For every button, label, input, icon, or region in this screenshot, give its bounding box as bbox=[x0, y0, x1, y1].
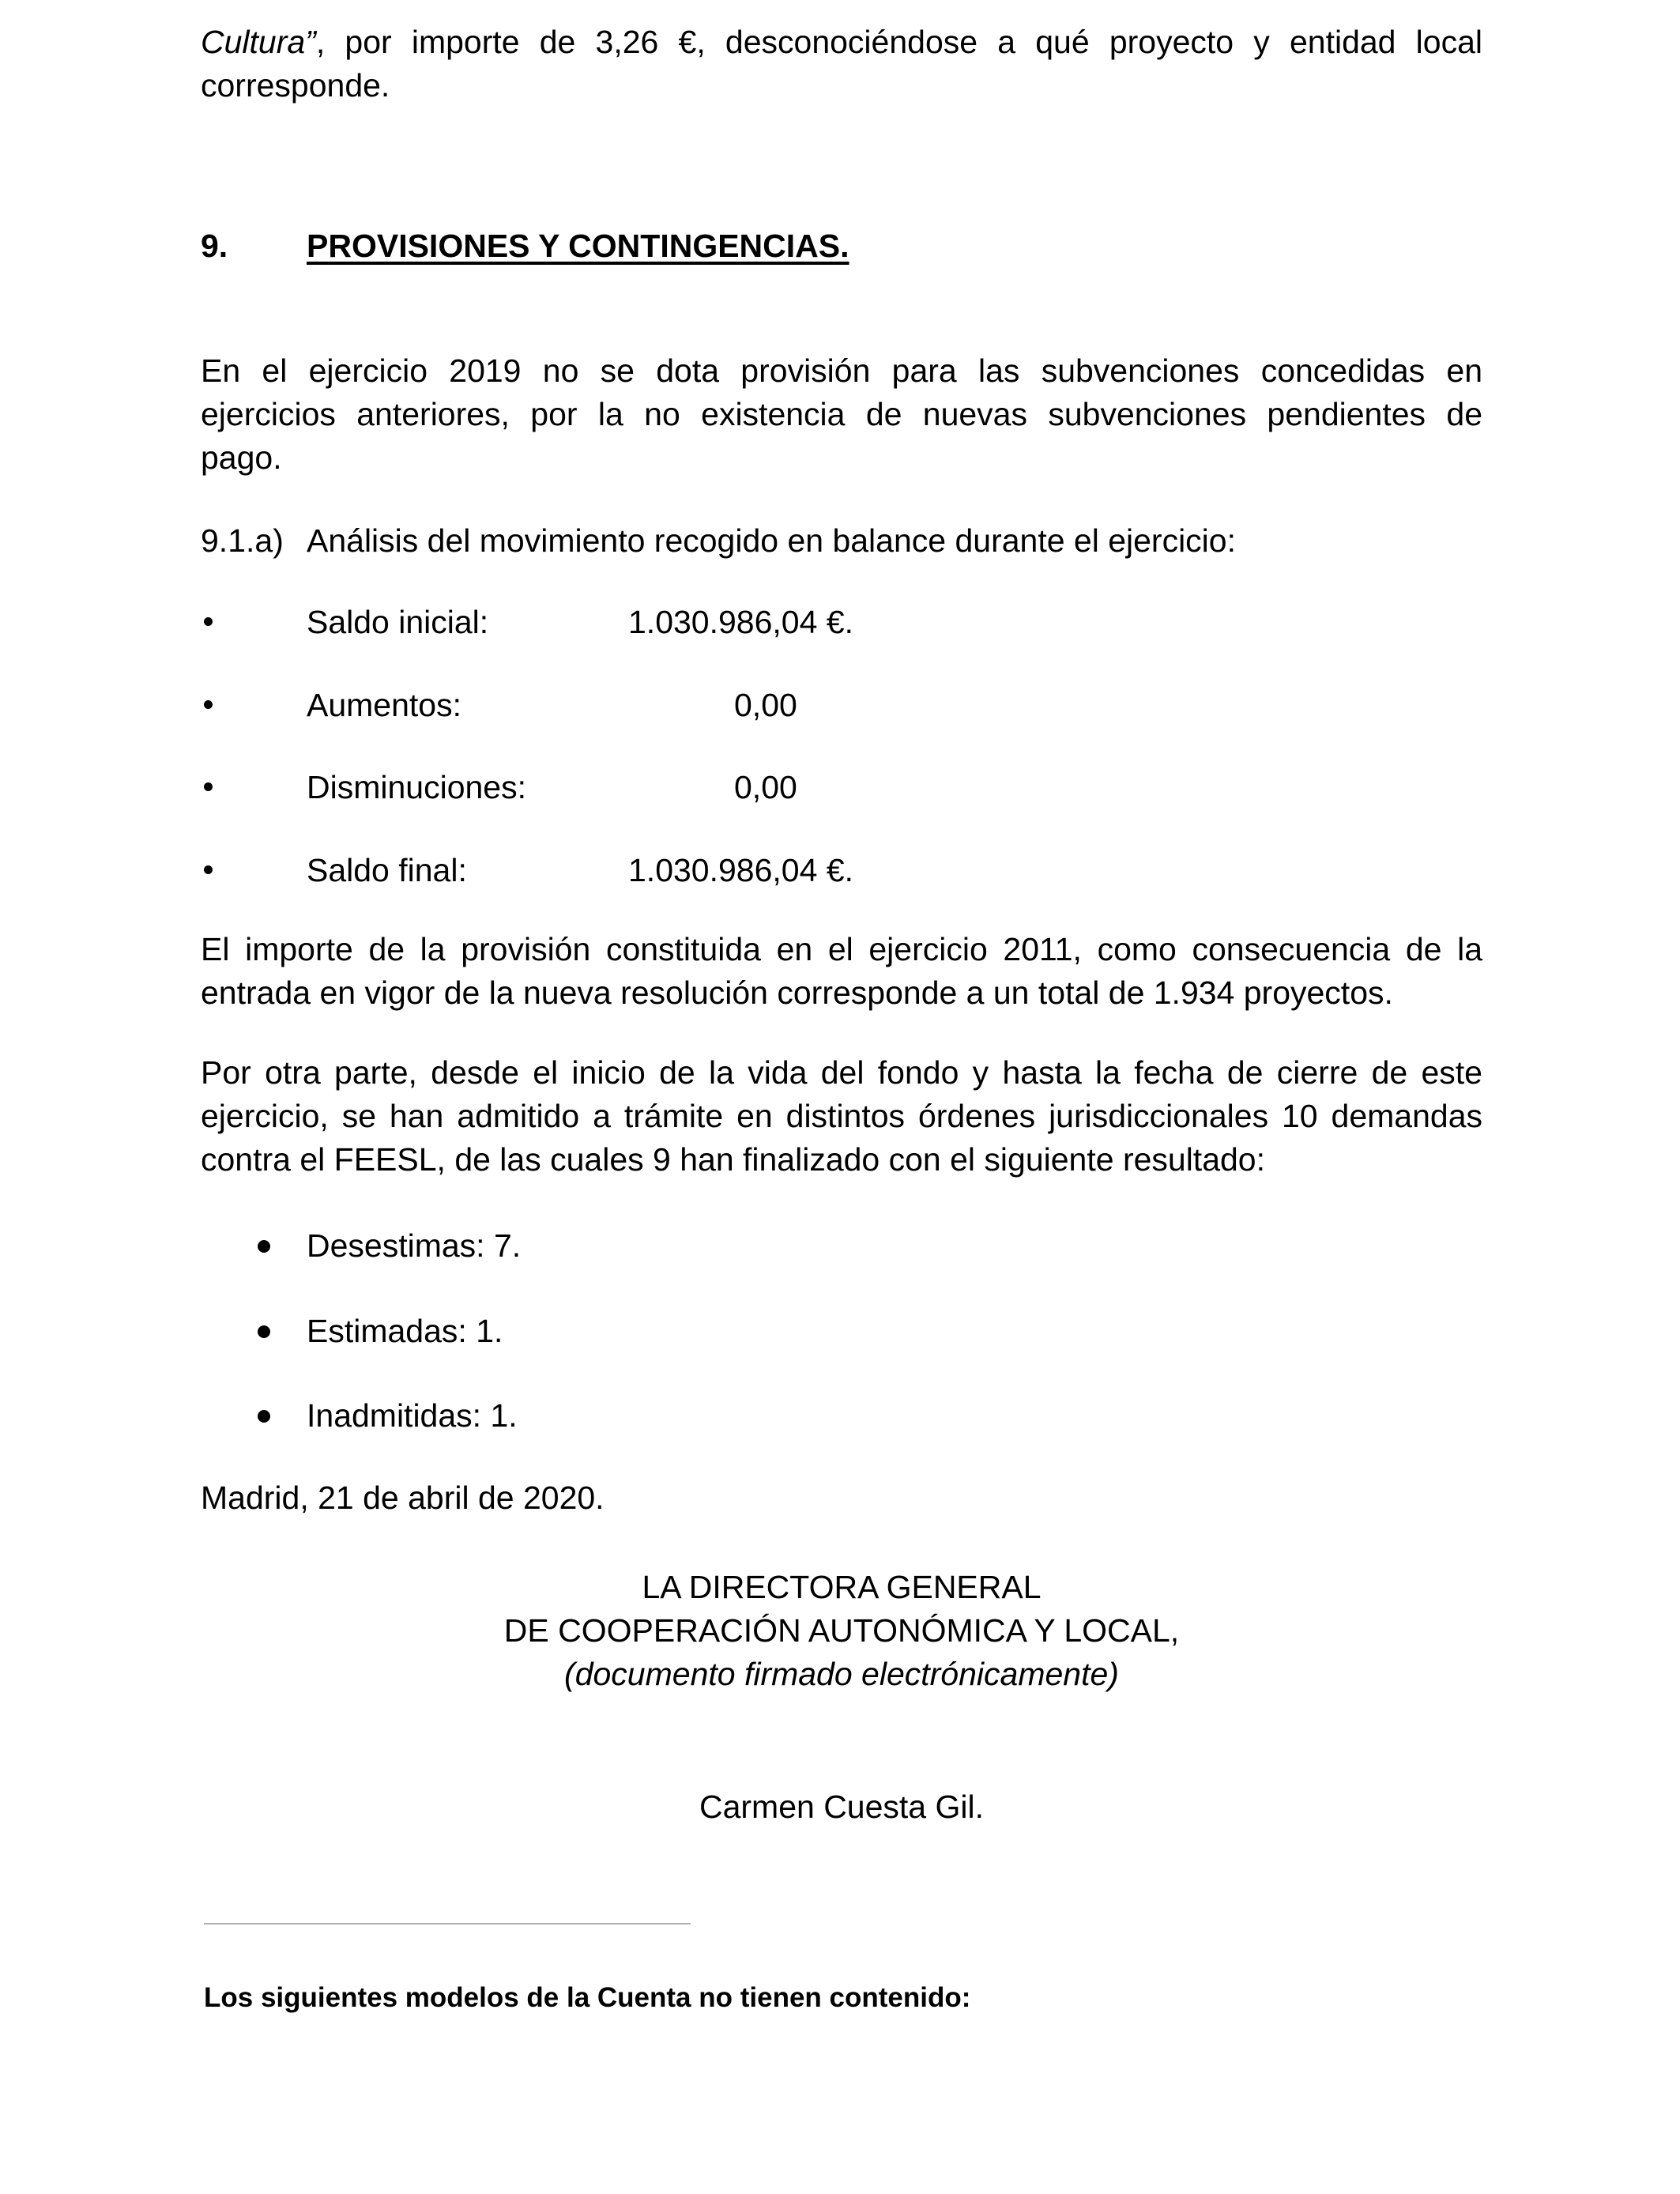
footer-note: Los siguientes modelos de la Cuenta no tienen contenido: bbox=[204, 1982, 971, 2013]
movement-label: Aumentos: bbox=[307, 687, 461, 723]
section-title: PROVISIONES Y CONTINGENCIAS. bbox=[307, 228, 849, 264]
bullet-icon bbox=[258, 1325, 270, 1338]
paragraph-line: pago. bbox=[201, 439, 282, 476]
signature-title-1: LA DIRECTORA GENERAL bbox=[642, 1569, 1042, 1605]
intro-line-1-text: , por importe de 3,26 €, desconociéndose a qué proyecto y entidad local bbox=[315, 24, 1482, 60]
paragraph-provision bbox=[201, 349, 1482, 480]
movement-value: 1.030.986,04 €. bbox=[628, 852, 853, 888]
paragraph-provision-2011 bbox=[201, 928, 1482, 1015]
intro-italic-text: Cultura” bbox=[201, 24, 316, 60]
paragraph-line: El importe de la provisión constituida en el ejercicio 2011, como consecuencia de la bbox=[201, 931, 1482, 967]
signature-note: (documento firmado electrónicamente) bbox=[564, 1656, 1119, 1692]
bullet-icon bbox=[258, 1240, 270, 1253]
movement-value: 0,00 bbox=[734, 769, 797, 805]
footnote-divider bbox=[204, 1923, 691, 1924]
movement-value: 0,00 bbox=[734, 687, 797, 723]
result-item: Estimadas: 1. bbox=[307, 1313, 503, 1349]
paragraph-line: contra el FEESL, de las cuales 9 han finalizado con el siguiente resultado: bbox=[201, 1141, 1265, 1178]
bullet-icon bbox=[258, 1410, 270, 1423]
movement-label: Saldo inicial: bbox=[307, 604, 489, 640]
paragraph-line: ejercicios anteriores, por la no existencia de nuevas subvenciones pendientes de bbox=[201, 396, 1482, 432]
paragraph-line: ejercicio, se han admitido a trámite en distintos órdenes jurisdiccionales 10 demandas bbox=[201, 1098, 1482, 1134]
movement-label: Saldo final: bbox=[307, 852, 467, 888]
signature-title-2: DE COOPERACIÓN AUTONÓMICA Y LOCAL, bbox=[503, 1612, 1180, 1649]
bullet-icon bbox=[204, 865, 213, 874]
signature-name: Carmen Cuesta Gil. bbox=[699, 1789, 984, 1825]
intro-paragraph bbox=[201, 21, 1482, 107]
paragraph-line: En el ejercicio 2019 no se dota provisión para las subvenciones concedidas en bbox=[201, 352, 1482, 389]
bullet-icon bbox=[204, 700, 213, 709]
section-number: 9. bbox=[201, 228, 228, 264]
movement-value: 1.030.986,04 €. bbox=[628, 604, 853, 640]
paragraph-demands bbox=[201, 1051, 1482, 1182]
intro-line-2: corresponde. bbox=[201, 67, 390, 104]
paragraph-line: Por otra parte, desde el inicio de la vida del fondo y hasta la fecha de cierre de este bbox=[201, 1054, 1482, 1091]
bullet-icon bbox=[204, 617, 213, 626]
movement-label: Disminuciones: bbox=[307, 769, 526, 805]
result-item: Inadmitidas: 1. bbox=[307, 1397, 518, 1434]
subsection-text: Análisis del movimiento recogido en balance durante el ejercicio: bbox=[307, 522, 1236, 559]
bullet-icon bbox=[204, 782, 213, 791]
date-line: Madrid, 21 de abril de 2020. bbox=[201, 1480, 605, 1516]
result-item: Desestimas: 7. bbox=[307, 1227, 522, 1264]
paragraph-line: entrada en vigor de la nueva resolución corresponde a un total de 1.934 proyectos. bbox=[201, 974, 1393, 1011]
intro-line-1 bbox=[201, 21, 1482, 64]
subsection-label: 9.1.a) bbox=[201, 522, 284, 559]
